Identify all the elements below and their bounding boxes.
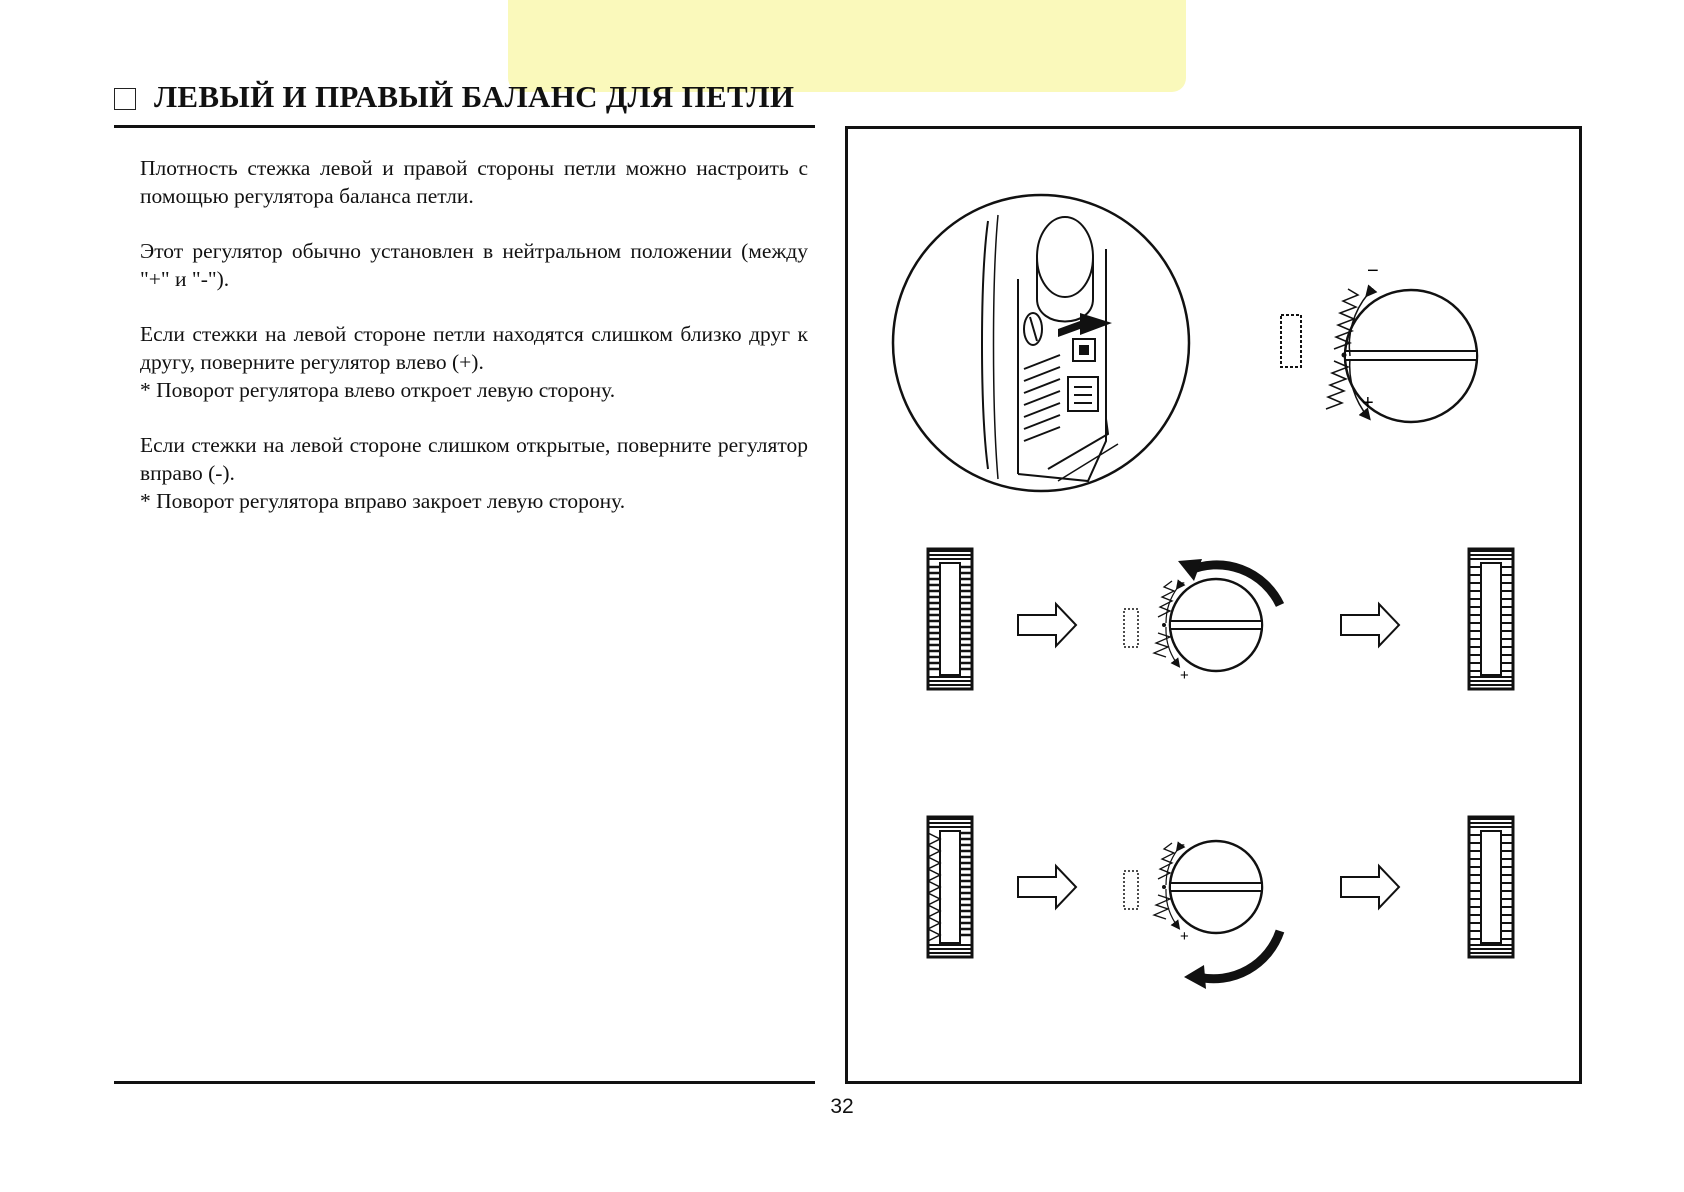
arrow-right-icon (1018, 866, 1076, 908)
paragraph-density: Плотность стежка левой и правой стороны петли можно настроить с помощью регулятора баланса петли. (140, 156, 808, 208)
arrow-right-icon (1341, 866, 1399, 908)
top-divider (114, 125, 815, 128)
turn-right-note: * Поворот регулятора вправо закроет левую сторону. (140, 489, 626, 513)
dial-plus-label: + (1180, 928, 1189, 945)
buttonhole-after-1 (1469, 549, 1513, 689)
arrow-right-icon (1341, 604, 1399, 646)
row-turn-plus (928, 817, 1513, 989)
minus-sign-label: − (1367, 260, 1379, 282)
turn-right-instruction: Если стежки на левой стороне слишком открытые, поверните регулятор вправо (-). (140, 433, 808, 485)
dial-minus-label: - (1180, 574, 1185, 591)
checkbox-square-icon (114, 88, 136, 110)
bottom-divider (114, 1081, 815, 1084)
balance-dial-plus (1124, 836, 1280, 989)
buttonhole-after-2 (1469, 817, 1513, 957)
balance-dial-minus (1124, 559, 1280, 684)
buttonhole-before-2 (928, 817, 972, 957)
arrow-right-icon (1018, 604, 1076, 646)
balance-dial-neutral (1281, 260, 1477, 422)
machine-closeup (893, 195, 1189, 491)
paragraph-turn-left (140, 320, 808, 404)
turn-left-instruction: Если стежки на левой стороне петли находятся слишком близко друг к другу, поверните регулятор влево (+). (140, 322, 808, 374)
page-number: 32 (830, 1095, 854, 1118)
dial-minus-label: - (1180, 836, 1185, 853)
plus-sign-label: + (1362, 392, 1374, 414)
buttonhole-balance-illustration (848, 129, 1585, 1087)
turn-left-note: * Поворот регулятора влево откроет левую сторону. (140, 378, 616, 402)
paragraph-turn-right (140, 431, 808, 515)
row-turn-minus (928, 549, 1513, 689)
illustration-frame (845, 126, 1582, 1084)
page-title: ЛЕВЫЙ И ПРАВЫЙ БАЛАНС ДЛЯ ПЕТЛИ (154, 79, 795, 114)
section-heading (114, 78, 814, 118)
instructions-text (140, 154, 808, 542)
buttonhole-before-1 (928, 549, 972, 689)
paragraph-neutral: Этот регулятор обычно установлен в нейтральном положении (между "+" и "-"). (140, 239, 808, 291)
dial-plus-label: + (1180, 667, 1189, 684)
